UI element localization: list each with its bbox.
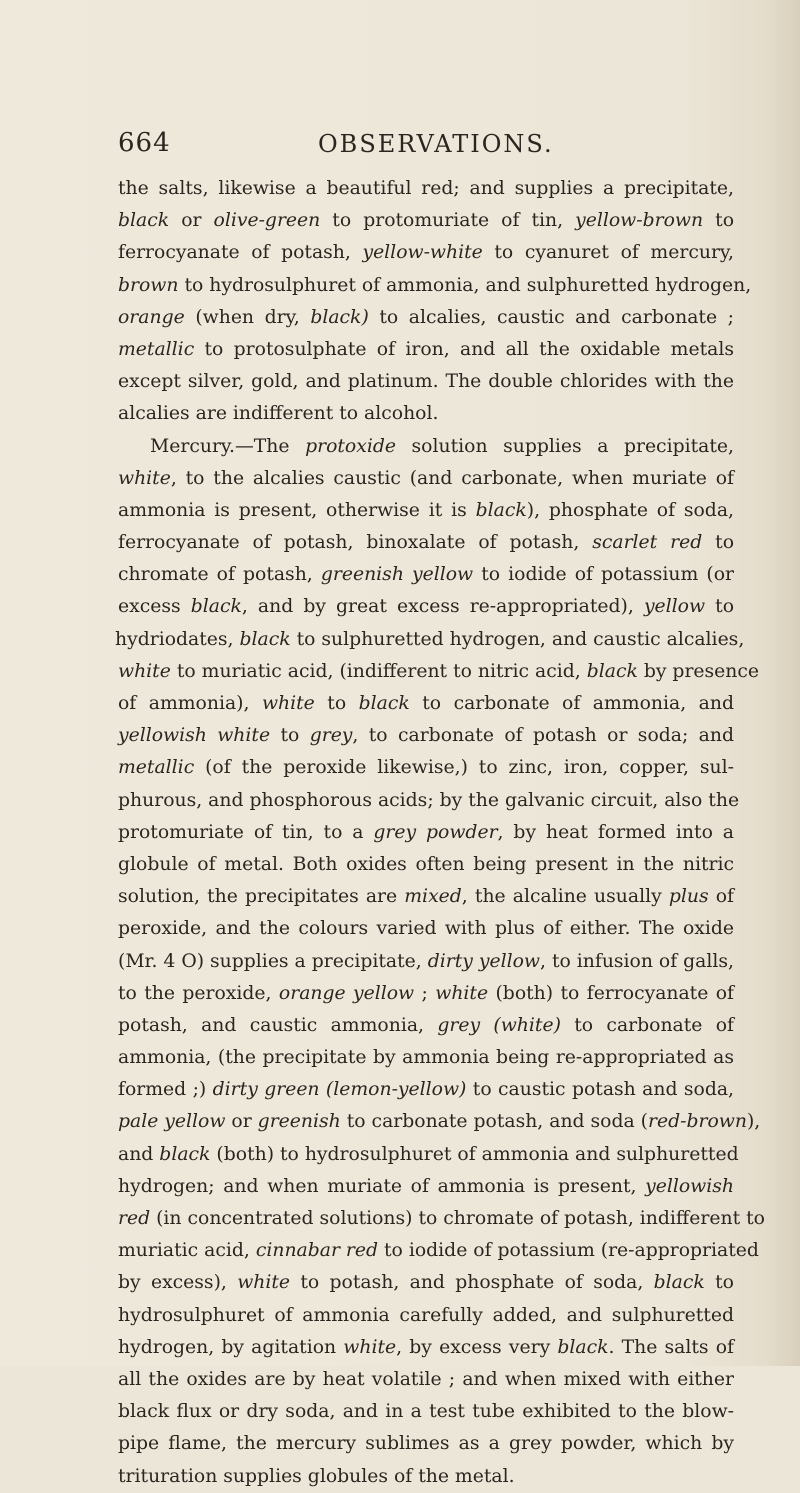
text-line xyxy=(118,463,734,495)
text-line xyxy=(118,559,734,591)
italic-text: red-brown xyxy=(648,1111,747,1133)
text-line xyxy=(118,366,734,398)
text-segment: hydrogen; and when muriate of ammonia is present, xyxy=(118,1175,646,1197)
italic-text: olive-green xyxy=(213,210,321,232)
text-segment: (both) to ferrocyanate of xyxy=(488,982,734,1004)
text-segment: except silver, gold, and platinum. The double chlorides with the xyxy=(118,371,734,393)
page-header xyxy=(118,128,718,162)
italic-text: scarlet red xyxy=(592,532,703,554)
text-segment: and xyxy=(118,1143,160,1165)
text-line xyxy=(118,1364,734,1396)
text-segment: to the peroxide, xyxy=(118,982,279,1004)
text-segment: by presence xyxy=(637,660,760,682)
italic-text: yellow xyxy=(643,596,706,618)
text-line xyxy=(118,591,734,623)
text-segment: solution, the precipitates are xyxy=(118,886,405,908)
italic-text: metallic xyxy=(118,338,195,360)
text-segment: alcalies are indifferent to alcohol. xyxy=(118,403,439,425)
text-line xyxy=(118,1171,734,1203)
text-segment: protomuriate of tin, to a xyxy=(118,821,374,843)
text-segment: formed ;) xyxy=(118,1079,213,1101)
italic-text: yellow-white xyxy=(362,242,483,264)
text-line xyxy=(118,720,734,752)
text-line xyxy=(118,1461,734,1493)
text-segment: phurous, and phosphorous acids; by the galvanic circuit, also the xyxy=(118,789,740,811)
text-segment: to potash, and phosphate of soda, xyxy=(290,1272,654,1294)
italic-text: white xyxy=(118,660,171,682)
text-segment: by excess), xyxy=(118,1272,238,1294)
text-line xyxy=(118,881,734,913)
text-line xyxy=(118,1203,765,1235)
text-segment: all the oxides are by heat volatile ; and when mixed with either xyxy=(118,1368,734,1390)
text-segment: , and by great excess re-appropriated), xyxy=(241,596,644,618)
text-line xyxy=(118,173,734,205)
text-line xyxy=(118,1074,734,1106)
italic-text: black xyxy=(557,1336,609,1358)
text-line xyxy=(118,913,734,945)
body-text xyxy=(115,173,765,1493)
italic-text: black xyxy=(190,596,242,618)
text-line xyxy=(118,978,734,1010)
text-segment: to caustic potash and soda, xyxy=(466,1079,735,1101)
text-line xyxy=(118,688,734,720)
text-segment: ), xyxy=(746,1111,761,1133)
text-segment: black flux or dry soda, and in a test tube exhibited to the blow- xyxy=(118,1401,734,1423)
text-segment: to sulphuretted hydrogen, and caustic alcalies, xyxy=(290,628,745,650)
italic-text: red xyxy=(118,1208,151,1229)
italic-text: white xyxy=(343,1336,397,1358)
italic-text: dirty green (lemon-yellow) xyxy=(212,1079,467,1101)
text-segment: ammonia, (the precipitate by ammonia being re-appropriated as xyxy=(118,1047,734,1069)
text-segment: Mercury.—The xyxy=(150,435,306,457)
text-segment: to xyxy=(314,693,359,714)
text-segment: (of the peroxide likewise,) to zinc, iron, copper, sul- xyxy=(194,757,734,779)
italic-text: orange xyxy=(118,306,185,328)
text-line xyxy=(118,205,734,237)
text-segment: , the alcaline usually xyxy=(461,886,669,908)
italic-text: white xyxy=(237,1272,291,1294)
text-line xyxy=(118,1300,734,1332)
text-line xyxy=(118,817,734,849)
text-segment: (both) to hydrosulphuret of ammonia and sulphuretted xyxy=(210,1143,739,1165)
text-line xyxy=(118,1235,759,1267)
italic-text: black) xyxy=(310,306,369,328)
text-segment: solution supplies a precipitate, xyxy=(395,435,734,457)
italic-text: grey powder xyxy=(373,821,498,843)
text-segment: to xyxy=(270,725,310,747)
text-segment: to muriatic acid, (indifferent to nitric acid, xyxy=(170,660,587,682)
text-segment: or xyxy=(169,210,214,232)
text-segment: ; xyxy=(414,982,436,1004)
italic-text: dirty yellow xyxy=(427,950,540,972)
page-number: 664 xyxy=(118,128,171,158)
italic-text: grey xyxy=(309,725,353,747)
text-segment: globule of metal. Both oxides often being present in the nitric xyxy=(118,853,734,875)
text-line xyxy=(118,656,760,688)
text-segment: (in concentrated solutions) to chromate of potash, indifferent to xyxy=(150,1208,765,1229)
text-line xyxy=(118,398,734,430)
running-title: OBSERVATIONS. xyxy=(318,130,554,158)
italic-text: white xyxy=(435,982,489,1004)
italic-text: greenish yellow xyxy=(320,564,474,586)
italic-text: cinnabar red xyxy=(255,1240,379,1262)
italic-text: yellowish xyxy=(645,1175,734,1197)
text-line xyxy=(118,785,740,817)
text-line xyxy=(118,1139,739,1171)
italic-text: black xyxy=(653,1272,705,1294)
text-line xyxy=(118,1106,761,1138)
italic-text: black xyxy=(358,693,410,714)
text-segment: to protosulphate of iron, and all the oxidable metals xyxy=(194,338,734,360)
text-line xyxy=(118,270,752,302)
text-segment: to xyxy=(705,596,735,618)
text-segment: (Mr. 4 O) supplies a precipitate, xyxy=(118,950,428,972)
italic-text: greenish xyxy=(257,1111,341,1133)
text-line xyxy=(118,302,734,334)
text-segment: of ammonia), xyxy=(118,693,262,714)
text-segment: , by heat formed into a xyxy=(497,821,734,843)
italic-text: protoxide xyxy=(305,435,396,457)
text-segment: , to carbonate of potash or soda; and xyxy=(352,725,734,747)
text-line xyxy=(118,527,734,559)
italic-text: black xyxy=(239,628,291,650)
text-segment: hydrosulphuret of ammonia carefully added, and sulphuretted xyxy=(118,1304,734,1326)
text-segment: excess xyxy=(118,596,191,618)
text-segment: trituration supplies globules of the metal. xyxy=(118,1465,515,1487)
text-line xyxy=(115,624,745,656)
text-segment: , to infusion of galls, xyxy=(540,950,735,972)
text-segment: to xyxy=(702,532,735,554)
text-line xyxy=(118,495,734,527)
italic-text: brown xyxy=(118,274,179,296)
text-segment: hydrogen, by agitation xyxy=(118,1336,344,1358)
text-segment: ), phosphate of soda, xyxy=(526,499,734,521)
text-segment: to carbonate potash, and soda ( xyxy=(340,1111,648,1133)
text-line xyxy=(118,1332,734,1364)
text-segment: ferrocyanate of potash, binoxalate of potash, xyxy=(118,532,593,554)
text-line xyxy=(118,431,734,463)
italic-text: plus xyxy=(668,886,709,908)
text-segment: , by excess very xyxy=(396,1336,558,1358)
text-line xyxy=(118,1042,734,1074)
text-segment: to carbonate of xyxy=(560,1014,734,1036)
text-segment: to iodide of potassium (re-appropriated xyxy=(378,1240,759,1262)
text-line xyxy=(118,752,734,784)
text-line xyxy=(118,946,734,978)
text-line xyxy=(118,1267,734,1299)
text-segment: ferrocyanate of potash, xyxy=(118,242,363,264)
text-line xyxy=(118,1010,734,1042)
text-segment: , to the alcalies caustic (and carbonate, when muriate of xyxy=(170,467,734,489)
text-segment: peroxide, and the colours varied with plus of either. The oxide xyxy=(118,918,734,940)
text-segment: of xyxy=(708,886,734,908)
text-segment: muriatic acid, xyxy=(118,1240,256,1262)
italic-text: grey (white) xyxy=(437,1014,561,1036)
text-segment: potash, and caustic ammonia, xyxy=(118,1014,438,1036)
text-segment: to hydrosulphuret of ammonia, and sulphuretted hydrogen, xyxy=(178,274,752,296)
text-segment: to xyxy=(704,1272,734,1294)
text-segment: (when dry, xyxy=(184,306,311,328)
text-segment: pipe flame, the mercury sublimes as a grey powder, which by xyxy=(118,1433,734,1455)
italic-text: black xyxy=(586,660,638,682)
italic-text: black xyxy=(159,1143,211,1165)
text-segment: the salts, likewise a beautiful red; and supplies a precipitate, xyxy=(118,178,734,199)
italic-text: white xyxy=(118,467,171,489)
text-segment: to carbonate of ammonia, and xyxy=(409,693,734,714)
text-segment: or xyxy=(225,1111,258,1133)
text-segment: to cyanuret of mercury, xyxy=(482,242,735,264)
italic-text: metallic xyxy=(118,757,195,779)
text-line xyxy=(118,849,734,881)
italic-text: black xyxy=(475,499,527,521)
italic-text: yellowish white xyxy=(118,725,271,747)
text-segment: to iodide of potassium (or xyxy=(473,564,734,586)
text-line xyxy=(118,237,734,269)
italic-text: yellow-brown xyxy=(575,210,704,232)
text-line xyxy=(118,1396,734,1428)
text-segment: chromate of potash, xyxy=(118,564,321,586)
italic-text: orange yellow xyxy=(278,982,415,1004)
text-line xyxy=(118,1428,734,1460)
text-segment: hydriodates, xyxy=(115,628,240,650)
italic-text: black xyxy=(118,210,170,232)
text-line xyxy=(118,334,734,366)
italic-text: pale yellow xyxy=(118,1111,226,1133)
text-segment: . The salts of xyxy=(608,1336,734,1358)
text-segment: to xyxy=(703,210,734,232)
text-segment: to alcalies, caustic and carbonate ; xyxy=(368,306,734,328)
italic-text: white xyxy=(261,693,315,714)
italic-text: mixed xyxy=(404,886,462,908)
text-segment: to protomuriate of tin, xyxy=(320,210,576,232)
text-segment: ammonia is present, otherwise it is xyxy=(118,499,476,521)
